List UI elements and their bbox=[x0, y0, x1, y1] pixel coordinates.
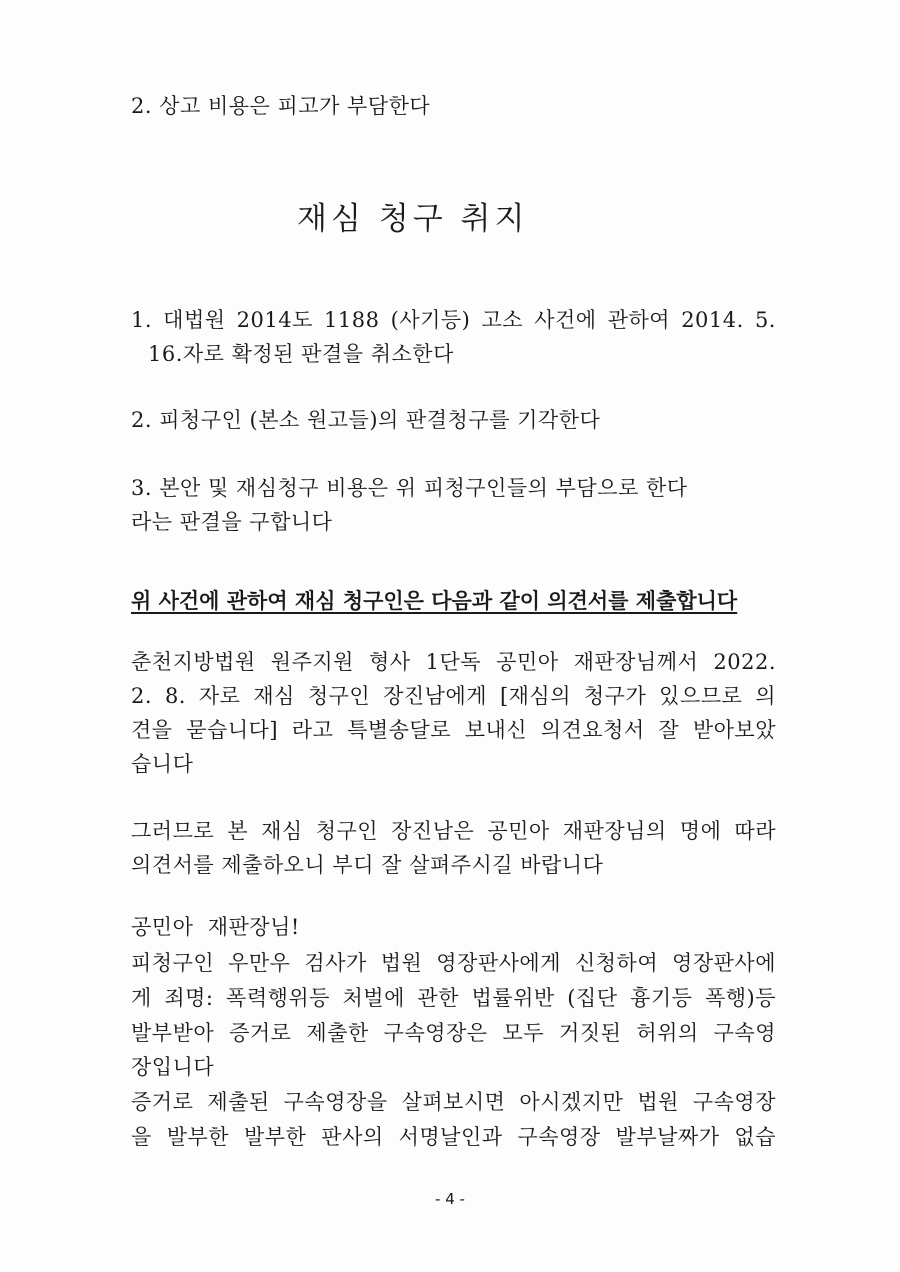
paragraph-2-line-2: 의견서를 제출하오니 부디 잘 살펴주시길 바랍니다 bbox=[131, 853, 604, 877]
claim-1-line-2: 16.자로 확정된 판결을 취소한다 bbox=[148, 342, 454, 366]
closing-line: 라는 판결을 구합니다 bbox=[131, 510, 333, 534]
section-title: 재심 청구 취지 bbox=[297, 201, 529, 237]
paragraph-3-line-1: 피청구인 우만우 검사가 법원 영장판사에게 신청하여 영장판사에 bbox=[131, 951, 776, 975]
paragraph-3-line-6: 을 발부한 발부한 판사의 서명날인과 구속영장 발부날짜가 없습 bbox=[131, 1125, 776, 1149]
paragraph-3-line-2: 게 죄명: 폭력행위등 처벌에 관한 법률위반 (집단 흉기등 폭행)등 bbox=[131, 986, 776, 1010]
salutation: 공민아 재판장님! bbox=[131, 915, 300, 939]
prior-item: 2. 상고 비용은 피고가 부담한다 bbox=[131, 94, 431, 118]
paragraph-1-line-4: 습니다 bbox=[131, 752, 194, 776]
paragraph-1-line-2: 2. 8. 자로 재심 청구인 장진남에게 [재심의 청구가 있으므로 의 bbox=[131, 684, 776, 708]
claim-3: 3. 본안 및 재심청구 비용은 위 피청구인들의 부담으로 한다 bbox=[131, 476, 688, 500]
paragraph-3-line-3: 발부받아 증거로 제출한 구속영장은 모두 거짓된 허위의 구속영 bbox=[131, 1021, 776, 1045]
paragraph-1-line-1: 춘천지방법원 원주지원 형사 1단독 공민아 재판장님께서 2022. bbox=[131, 650, 776, 674]
claim-2: 2. 피청구인 (본소 원고들)의 판결청구를 기각한다 bbox=[131, 408, 601, 432]
paragraph-3-line-5: 증거로 제출된 구속영장을 살펴보시면 아시겠지만 법원 구속영장 bbox=[131, 1090, 776, 1114]
page-number: - 4 - bbox=[435, 1190, 465, 1208]
paragraph-1-line-3: 견을 묻습니다] 라고 특별송달로 보내신 의견요청서 잘 받아보았 bbox=[131, 718, 776, 742]
claim-1-line-1: 1. 대법원 2014도 1188 (사기등) 고소 사건에 관하여 2014. 5. bbox=[131, 308, 776, 332]
paragraph-2-line-1: 그러므로 본 재심 청구인 장진남은 공민아 재판장님의 명에 따라 bbox=[131, 819, 776, 843]
paragraph-3-line-4: 장입니다 bbox=[131, 1055, 215, 1079]
section-heading: 위 사건에 관하여 재심 청구인은 다음과 같이 의견서를 제출합니다 bbox=[131, 589, 738, 613]
